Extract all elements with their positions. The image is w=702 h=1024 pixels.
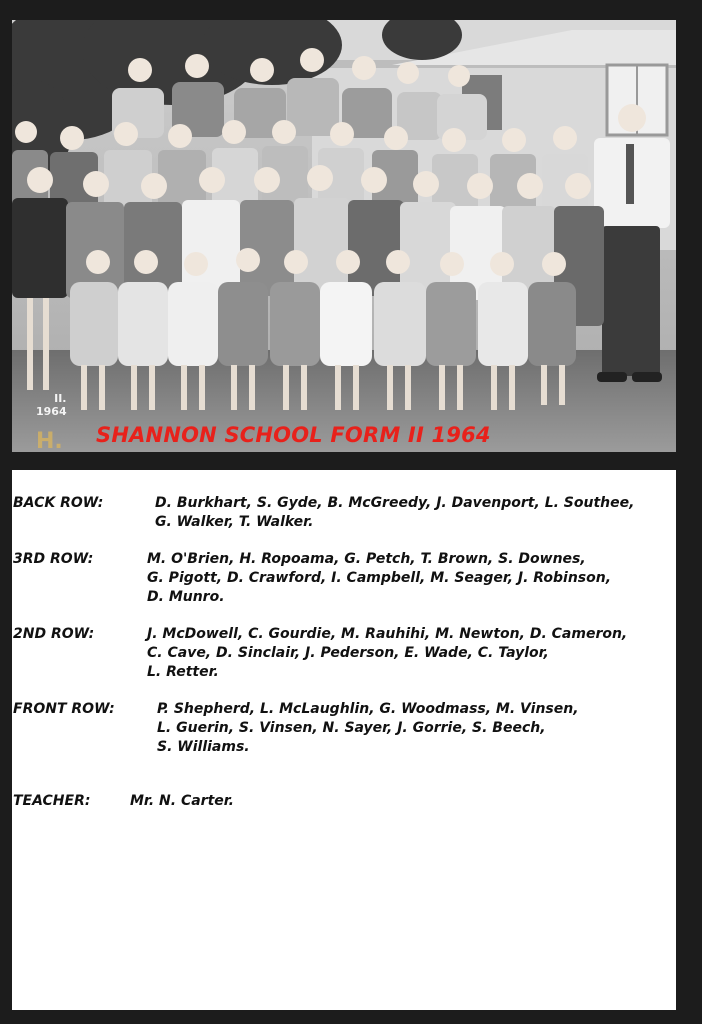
corner-class-label: II. [54,392,67,405]
class-photo [12,20,676,452]
teacher-figure [594,104,670,382]
third-row-line: G. Pigott, D. Crawford, I. Campbell, M. Seager, J. Robinson, [147,570,612,586]
second-row-label: 2ND ROW: [13,626,95,642]
second-row-line: L. Retter. [147,664,219,680]
front-row-line: P. Shepherd, L. McLaughlin, G. Woodmass, M. Vinsen, [157,701,579,717]
back-row-label: BACK ROW: [13,495,104,511]
second-row-names [147,625,627,682]
corner-watermark: H. [36,429,63,452]
second-row-line: J. McDowell, C. Gourdie, M. Rauhihi, M. Newton, D. Cameron, [147,626,628,642]
back-row-line: G. Walker, T. Walker. [155,514,314,530]
third-row-line: D. Munro. [147,589,225,605]
front-row-names [157,700,579,757]
class-photo-image [12,20,676,452]
third-row-line: M. O'Brien, H. Ropoama, G. Petch, T. Brown, S. Downes, [147,551,586,567]
front-row-line: S. Williams. [157,739,250,755]
back-row-line: D. Burkhart, S. Gyde, B. McGreedy, J. Davenport, L. Southee, [155,495,635,511]
back-row-names [155,494,634,532]
second-row-line: C. Cave, D. Sinclair, J. Pederson, E. Wade, C. Taylor, [147,645,549,661]
names-panel [12,470,676,1010]
corner-year-label: 1964 [36,405,67,418]
third-row-label: 3RD ROW: [13,551,94,567]
teacher-label: TEACHER: [13,793,91,809]
photo-corner-date [36,392,67,418]
teacher-name [130,792,234,811]
third-row-names [147,550,611,607]
teacher-name-line: Mr. N. Carter. [130,793,234,809]
front-row-line: L. Guerin, S. Vinsen, N. Sayer, J. Gorrie, S. Beech, [157,720,546,736]
photo-title: SHANNON SCHOOL FORM II 1964 [96,423,491,447]
front-row-label: FRONT ROW: [13,701,115,717]
